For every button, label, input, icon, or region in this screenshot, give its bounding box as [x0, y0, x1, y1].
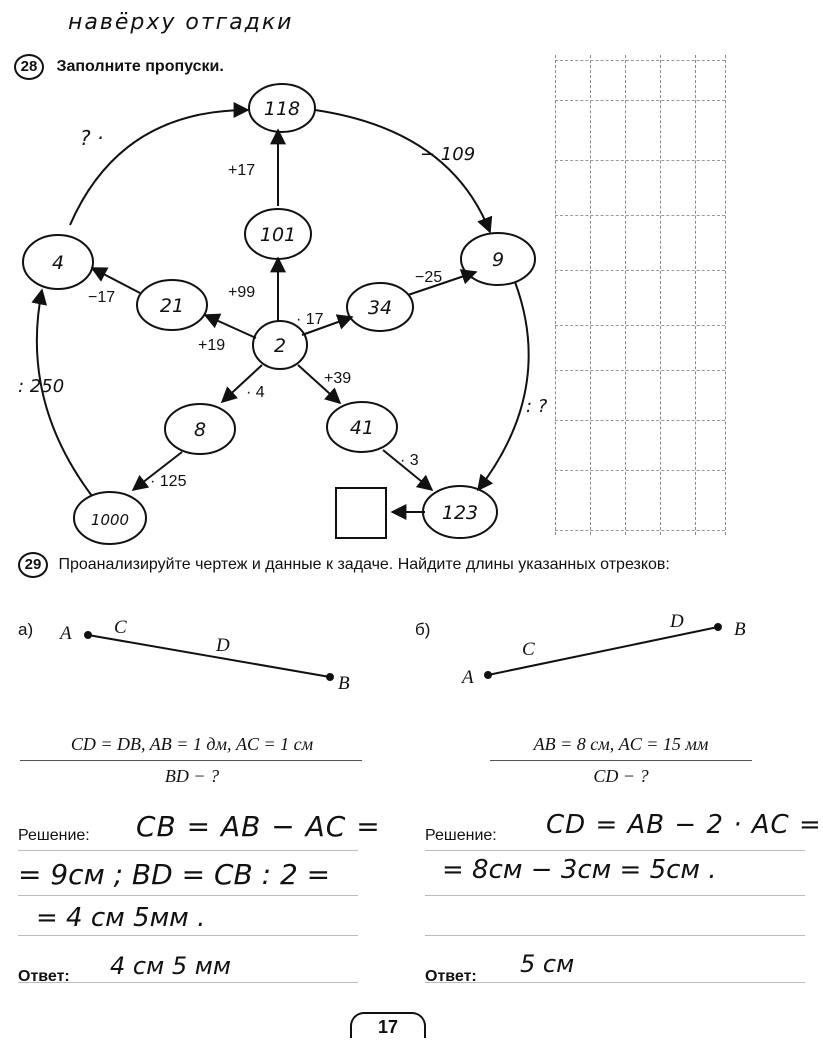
part-a-label: а): [18, 620, 34, 639]
part-a-solution-label: Решение:: [18, 827, 90, 844]
edge-9-123: [478, 282, 529, 490]
handwritten-note: навёрху отгадки: [68, 10, 294, 35]
task-29-header: [18, 552, 738, 578]
part-b-answer-label: Ответ:: [425, 968, 477, 985]
node-41-label: 41: [349, 417, 375, 439]
task-title: Заполните пропуски.: [56, 58, 224, 75]
edge-label-2-41: +39: [324, 370, 352, 387]
seg-b-C: C: [522, 639, 535, 660]
edge-label-41-123: · 3: [400, 452, 419, 469]
node-118-label: 118: [263, 98, 301, 120]
empty-box: [336, 488, 386, 538]
seg-b-D: D: [670, 611, 684, 632]
edge-label-9-123: : ?: [526, 396, 548, 417]
part-b-find: CD − ?: [593, 766, 649, 786]
node-2-label: 2: [273, 335, 287, 357]
part-a-find: BD − ?: [164, 766, 220, 786]
edge-label-118-9: − 109: [420, 144, 476, 165]
seg-b-B: B: [734, 619, 746, 640]
task-number: 28: [14, 54, 44, 80]
part-a-line2: = 9см ; BD = CB : 2 =: [18, 858, 331, 891]
node-1000-label: 1000: [90, 511, 130, 529]
node-9-label: 9: [491, 249, 505, 271]
seg-a-D: D: [216, 635, 230, 656]
part-b-line1: CD = AB − 2 · AC =: [546, 810, 822, 840]
edge-label-2-21: +19: [198, 337, 226, 354]
segment-drawings: [0, 605, 823, 705]
task-number: 29: [18, 552, 48, 578]
seg-a-B: B: [338, 673, 350, 694]
node-8-label: 8: [193, 419, 207, 441]
part-b-label: б): [415, 620, 431, 639]
part-a-line1: CB = AB − AC =: [136, 810, 381, 843]
part-b-line2: = 8см − 3см = 5см .: [442, 855, 717, 885]
edge-label-2-34: · 17: [296, 311, 324, 328]
part-b-given: AB = 8 см, AC = 15 мм: [533, 734, 709, 754]
part-a-answer: 4 см 5 мм: [110, 952, 231, 980]
node-21-label: 21: [159, 295, 185, 317]
node-123-label: 123: [441, 502, 479, 524]
seg-a-A: A: [60, 623, 72, 644]
edge-label-101-118: +17: [228, 162, 256, 179]
node-101-label: 101: [259, 224, 297, 246]
task-text: Проанализируйте чертеж и данные к задаче. Найдите длины указанных отрезков:: [58, 556, 670, 573]
edge-label-2-8: · 4: [246, 384, 265, 401]
edge-label-2-101: +99: [228, 284, 256, 301]
segment-a: [88, 635, 330, 677]
edge-label-21-4: −17: [88, 289, 116, 306]
edge-label-1000-4: : 250: [18, 376, 65, 397]
page-number: 17: [350, 1012, 426, 1038]
part-b-solution-label: Решение:: [425, 827, 497, 844]
seg-b-A: A: [462, 667, 474, 688]
edge-2-21: [205, 315, 256, 338]
part-a-given: CD = DB, AB = 1 дм, AC = 1 см: [70, 734, 314, 754]
node-34-label: 34: [367, 297, 393, 319]
part-a-line3: = 4 см 5мм .: [36, 903, 206, 933]
edge-label-8-1000: · 125: [150, 473, 187, 490]
part-a-answer-label: Ответ:: [18, 968, 70, 985]
edge-118-9: [315, 110, 490, 232]
seg-a-C: C: [114, 617, 127, 638]
edge-label-34-9: −25: [415, 269, 443, 286]
edge-label-4-118: ? ·: [80, 126, 104, 150]
node-4-label: 4: [51, 252, 65, 274]
part-b-answer: 5 см: [520, 950, 575, 978]
